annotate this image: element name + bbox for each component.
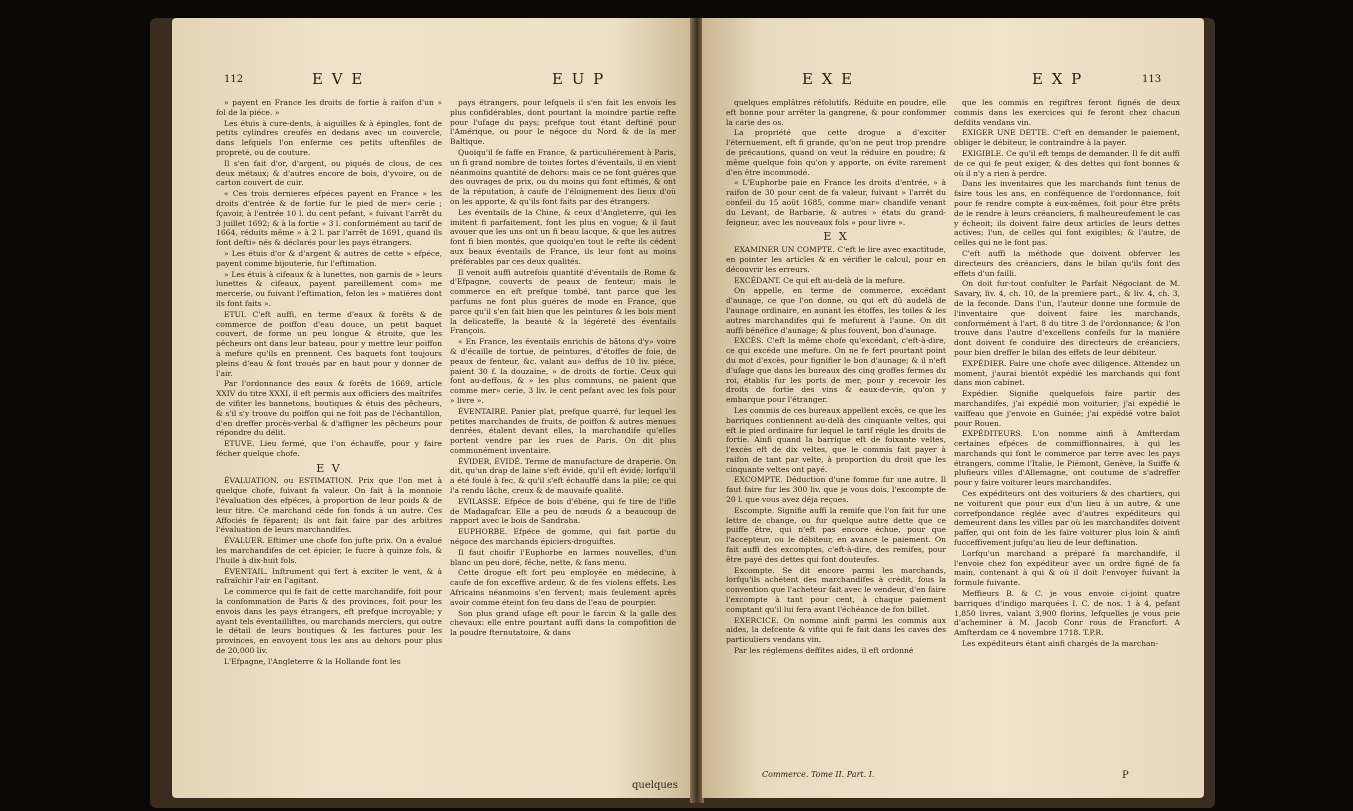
paragraph: Excompte. Se dit encore parmi les marchands, lorfqu'ils achétent des marchandifes à crédit, fous la convention que l'acheteur fait avec le vendeur, d'en faire l'excompte à tant pour cent, à chaque paiement comptant qu'il lui fera avant l'échéance de fon billet.: [726, 565, 946, 614]
paragraph: quelques emplâtres réfolutifs. Réduite en poudre, elle eft bonne pour arrêter la gangrene, & pour confommer la carie des os.: [726, 98, 946, 127]
paragraph: Les étuis à cure-dents, à aiguilles & à épingles, font de petits cylindres creufés en dedans avec un couvercle, dans lefquels l'on enferme ces petits uftenfiles de propreté, ou de couture.: [216, 118, 442, 157]
paragraph: que les commis en regiftres feront fignés de deux commis dans les exercices qui fe feront chez chacun defdits vendans vin.: [954, 98, 1180, 127]
footer-signature-line: Commerce. Tome II. Part. I.: [762, 770, 875, 779]
column-1: [216, 98, 442, 778]
paragraph: Les expéditeurs étant ainfi chargés de la marchan-: [962, 639, 1158, 649]
paragraph: EXPÉDIER. Faire une chofe avec diligence. Attendez un moment, j'aurai bientôt expédié les marchands qui font dans mon cabinet.: [954, 358, 1180, 388]
column-text: [216, 476, 442, 666]
paragraph: » Les étuis d'or & d'argent & autres de cette » efpéce, payent comme bijouterie, fur l'eftimation.: [216, 248, 442, 268]
paragraph: » payent en France les droits de fortie à raifon d'un » fol de la piéce. »: [216, 98, 442, 117]
column-2: [450, 98, 676, 778]
paragraph: « Ces trois dernieres efpéces payent en France » les droits d'entrée & de fortie fur le pied de mer» cerie ; fçavoir, à l'entrée 10 l. du cent pefant, » fuivant l'arrêt du 3 juillet 1692; & à la fortie » 3 l. conformément au tarif de 1664, réduits même » à 2 l. par l'arrêt de 1691, quand ils font defti» nés & déclarés pour les pays étrangers.: [216, 189, 442, 248]
paragraph: EUPHORBE. Efpéce de gomme, qui fait partie du négoce des marchands épiciers-droguiftes.: [450, 527, 676, 547]
paragraph: Meffieurs B. & C. je vous envoie ci-joint quatre barriques d'indigo marquées I. C. de nos. 1 à 4, pefant 1,850 livres, valant 3,900 florins, lefquelles je vous prie d'acheminer à M. Jacob Conr rous de Francfort. A Amfterdam ce 4 novembre 1718. T.P.R.: [954, 589, 1180, 638]
paragraph: Cette drogue eft fort peu employée en médecine, à caufe de fon exceffive ardeur, & de fes violens effets. Les Africains néanmoins s'en fervent; mais feulement après avoir comme éteint fon feu dans de l'eau de pourpier.: [450, 568, 676, 607]
paragraph: On doit fur-tout confulter le Parfait Négociant de M. Savary, liv. 4, ch. 10, de la premiere part., & liv. 4, ch. 3, de la feconde. Dans l'un, l'auteur donne une formule de l'inventaire que doivent faire les marchands, conformément à l'art. 8 du titre 3 de l'ordonnance; & l'on trouve dans l'autre d'excellens confeils fur la maniére dont doivent fe conduire des directeurs de créanciers, pour bien dreffer le bilan des effets de leur débiteur.: [954, 279, 1180, 357]
section-heading: E X: [823, 230, 849, 244]
paragraph: Il faut choifir l'Euphorbe en larmes nouvelles, d'un blanc un peu doré, féche, nette, & fans menu.: [450, 547, 676, 567]
paragraph: C'eft auffi la méthode que doivent obferver les directeurs des créanciers, dans le bilan qu'ils font des effets d'un failli.: [954, 248, 1180, 278]
paragraph: Il venoit auffi autrefois quantité d'éventails de Rome & d'Efpagne, couverts de peaux de fenteur; mais le commerce en eft prefque tombé, tant parce que les parfums ne font plus guéres de mode en France, que parce qu'il s'en fait bien que les peintures & les bois ment la delicateffe, la beauté & la légéreté des éventails François.: [450, 267, 676, 336]
paragraph: EXCÉDANT. Ce qui eft au-delà de la mefure.: [734, 275, 906, 285]
paragraph: pays étrangers, pour lefquels il s'en fait les envois les plus confidérables, dont pourtant la moindre partie refte pour l'ufage du pays; prefque tout étant deftiné pour l'Amérique, ou pour le négoce du Nord & de la mer Baltique.: [450, 98, 676, 147]
column-text: [726, 98, 946, 227]
paragraph: Par l'ordonnance des eaux & forêts de 1669, article XXIV du titre XXXI, il eft permis aux officiers des maîtrifes de vifiter les bannetons, boutiques & étuis des pêcheurs, & s'il s'y trouve du poiffon qui ne foit pas de l'échantillon, d'en dreffer procès-verbal & d'affigner les pêcheurs pour répondre du délit.: [216, 379, 442, 438]
paragraph: EVILASSE. Efpéce de bois d'ébéne, qui fe tire de l'ifle de Madagafcar. Elle a peu de nœuds & a beaucoup de rapport avec le bois de Sandraha.: [450, 496, 676, 526]
paragraph: Lorfqu'un marchand a préparé fa marchandife, il l'envoie chez fon expéditeur avec un ordre figné de fa main, contenant à qui & où il doit l'envoyer fuivant la formule fuivante.: [954, 548, 1180, 588]
paragraph: Escompte. Signifie auffi la remife que l'on fait fur une lettre de change, ou fur quelque autre dette que ce puiffe être, qui n'eft pas encore échue, pour que l'accepteur, ou le débiteur, en avance le paiement. On fait auffi des excomptes, c'eft-à-dire, des remifes, pour être payé des dettes qui font douteufes.: [726, 505, 946, 564]
signature-mark: P: [1122, 770, 1129, 781]
paragraph: ÉVENTAIL. Inftrument qui fert à exciter le vent, & à rafraîchir l'air en l'agitant.: [216, 566, 442, 586]
paragraph: » Les étuis à cifeaux & à lunettes, non garnis de » leurs lunettes & cifeaux, payent pareillement com» me mercerie, ou fuivant l'eftimation, felon les » matiéres dont ils font faits ».: [216, 269, 442, 308]
running-head-right: E X P: [1032, 70, 1084, 88]
paragraph: On appelle, en terme de commerce, excédant d'aunage, ce que l'on donne, ou qui eft dû audelà de l'aunage ordinaire, en aunant les étoffes, les toiles & les autres marchandifes qui fe mefurent à l'aune. On dit auffi bénéfice d'aunage; & plus fouvent, bon d'aunage.: [726, 286, 946, 335]
page-number: 113: [1142, 74, 1162, 85]
paragraph: Le commerce qui fe fait de cette marchandife, foit pour la confommation de Paris & des provinces, foit pour les envois dans les pays étrangers, eft prefque incroyable; y ayant tels éventailliftes, ou marchands merciers, qui outre le détail de leurs boutiques & les factures pour les provinces, en envoyent tous les ans au dehors pour plus de 20,000 liv.: [216, 587, 442, 656]
column-text: [450, 98, 676, 638]
column-2: [954, 98, 1180, 778]
left-page: [172, 18, 692, 798]
paragraph: ETUI. C'eft auffi, en terme d'eaux & forêts & de commerce de poiffon d'eau douce, un petit baquet couvert, de forme un peu longue & étroite, que les pêcheurs ont dans leur bateau, pour y mettre leur poiffon à mefure qu'ils en prennent. Ces baquets font toujours pleins d'eau & font troués par en haut pour y donner de l'air.: [216, 309, 442, 378]
catchword: quelques: [632, 780, 678, 791]
right-page: [702, 18, 1204, 798]
section-heading: E V: [316, 461, 342, 475]
paragraph: Par les réglemens deffites aides, il eft ordonné: [734, 646, 914, 656]
paragraph: EXPÉDITEURS. L'on nomme ainfi à Amfterdam certaines efpéces de commiffionnaires, à qui les marchands qui font le commerce par terre avec les pays étrangers, comme l'Italie, le Piémont, Genève, la Suiffe & plufieurs villes d'Allemagne, ont coutume de s'adreffer pour y faire voiturer leurs marchandifes.: [954, 429, 1180, 488]
paragraph: EXIGER UNE DETTE. C'eft en demander le paiement, obliger le débiteur, le contraindre à la payer.: [954, 128, 1180, 148]
paragraph: EXIGIBLE. Ce qu'il eft temps de demander. Il fe dit auffi de ce qui fe peut exiger, & des dettes qui font bonnes & où il n'y a rien à perdre.: [954, 148, 1180, 178]
paragraph: ÉVIDER, ÉVIDÉ. Terme de manufacture de draperie. On dit, qu'un drap de laine s'eft évidé, qu'il eft évidé; lorfqu'il a été foulé à fec, & qu'il s'eft échauffé dans la pile; ce qui l'a rendu lâche, creux & de mauvaife qualité.: [450, 456, 676, 496]
paragraph: La propriété que cette drogue a d'exciter l'éternuement, eft fi grande, qu'on ne peut trop prendre de précautions, quand on veut la réduire en poudre; & même quelque foin qu'on y apporte, on évite rarement d'en être incommodé.: [726, 128, 946, 177]
running-head-right: E U P: [552, 70, 606, 88]
paragraph: ÉVALUATION, ou ESTIMATION. Prix que l'on met à quelque chofe, fuivant fa valeur. On fait à la monnoie l'évaluation des efpéces, à proportion de leur poids & de leur titre. Ce marchand céde fon fonds à un autre. Ces Affociés fe féparent; ils ont fait faire par des arbitres l'évaluation de leurs marchandifes.: [216, 476, 442, 535]
paragraph: EXERCICE. On nomme ainfi parmi les commis aux aides, la defcente & vifite qui fe fait dans les caves des particuliers vendans vin.: [726, 615, 946, 645]
running-head-left: E V E: [312, 70, 365, 88]
paragraph: EXCÈS. C'eft la même chofe qu'excédant, c'eft-à-dire, ce qui excéde une mefure. On ne fe fert pourtant point du mot d'excès, pour fignifier le bon d'aunage; & il n'eft d'ufage que dans les bureaux des cinq groffes fermes du roi, établis fur les ports de mer, pour y recevoir les droits de fortie des vins & eaux-de-vie, qu'on y embarque pour l'étranger.: [726, 336, 946, 405]
column-text: [216, 98, 442, 459]
paragraph: ÉVENTAIRE. Panier plat, prefque quarré, fur lequel les petites marchandes de fruits, de poiffon & autres menues denrées, étalent devant elles, la marchandife qu'elles portent vendre par les rues de Paris. On dit plus communément inventaire.: [450, 406, 676, 455]
paragraph: Les éventails de la Chine, & ceux d'Angleterre, qui les imitent fi parfaitement, font les plus en vogue; & il faut avouer que les uns ont un fi beau lacque, & que les autres font fi bien montés, que quoiqu'en tout le refte ils cédent aux beaux éventails de France, ils leur font au moins préférables par ces deux qualités.: [450, 207, 676, 266]
paragraph: Ces expéditeurs ont des voituriers & des chartiers, qui ne voiturent que pour eux d'un lieu à un autre, & une correfpondance réglée avec d'autres expéditeurs qui demeurent dans les villes par où les marchandifes doivent paffer, qui ont foin de les faire voiturer plus loin & ainfi fucceffivement jufqu'au lieu de leur deftination.: [954, 489, 1180, 548]
paragraph: L'Efpagne, l'Angleterre & la Hollande font les: [224, 656, 401, 666]
paragraph: ÉVALUER. Eftimer une chofe fon jufte prix. On a évalué les marchandifes de cet épicier, le fucre à quinze fols, & l'huile à dix-huit fols.: [216, 536, 442, 565]
paragraph: Son plus grand ufage eft pour le farcin & la galle des chevaux: elle entre pourtant auffi dans la compofition de la poudre fternutatoire, & dans: [450, 608, 676, 638]
paragraph: EXAMINER UN COMPTE. C'eft le lire avec exactitude, en pointer les articles & en vérifier le calcul, pour en découvrir les erreurs.: [726, 245, 946, 274]
paragraph: Les commis de ces bureaux appellent excès, ce que les barriques contiennent au-delà des cinquante veltes, qui eft le pied ordinaire fur lequel le tarif régle les droits de fortie. Ainfi quand la barrique eft de foixante veltes, l'excès eft de dix veltes, que le commis fait payer à raifon de tant par velte, à proportion du droit que les cinquante veltes ont payé.: [726, 405, 946, 474]
paragraph: Quoiqu'il fe faffe en France, & particuliérement à Paris, un fi grand nombre de toutes fortes d'éventails, il en vient néanmoins quantité de dehors: mais ce ne font guéres que des ouvrages de prix, ou du moins qui font eftimés, & ont de la réputation, à caufe de l'éloignement des lieux d'où on les apporte, & qu'ils font faits par des étrangers.: [450, 147, 676, 206]
paragraph: ETUVE. Lieu fermé, que l'on échauffe, pour y faire fécher quelque chofe.: [216, 439, 442, 458]
column-text: [954, 98, 1180, 649]
column-text: [726, 245, 946, 656]
paragraph: « En France, les éventails enrichis de bâtons d'y» voire & d'écaille de tortue, de peintures, d'étoffes de foie, de peaux de fenteur, &c. valant au» deffus de 10 liv. piéce, paient 30 f. la douzaine, » de droits de fortie. Ceux qui font au-deffous, & » les plus communs, ne paient que comme mer» cerie, 3 liv. le cent pefant avec les fols pour » livre ».: [450, 337, 676, 405]
running-head-left: E X E: [802, 70, 855, 88]
paragraph: « L'Euphorbe paie en France les droits d'entrée, » à raifon de 30 pour cent de fa valeur, fuivant » l'arrêt du confeil du 15 août 1685, comme mar» chandife venant du Levant, de Barbarie, & autres » états du grand-feigneur, avec les nouveaux fols » pour livre ».: [726, 178, 946, 227]
open-book: [150, 18, 1215, 808]
paragraph: Dans les inventaires que les marchands font tenus de faire tous les ans, en conféquence de l'ordonnance, foit pour fe rendre compte à eux-mêmes, foit pour être prêts de le rendre à leurs créanciers, fi malheureufement le cas y écheoit; ils doivent faire deux articles de leurs dettes actives; l'un, de celles qui font exigibles; & l'autre, de celles qui ne le font pas.: [954, 179, 1180, 248]
paragraph: EXCOMPTE. Déduction d'une fomme fur une autre. Il faut faire fur les 300 liv. que je vous dois, l'excompte de 20 l. que vous avez déja reçues.: [726, 475, 946, 505]
page-number: 112: [224, 74, 244, 85]
paragraph: Il s'en fait d'or, d'argent, ou piqués de clous, de ces deux métaux; & d'autres encore de bois, d'yvoire, ou de carton couvert de cuir.: [216, 158, 442, 188]
column-1: [726, 98, 946, 778]
paragraph: Expédier. Signifie quelquefois faire partir des marchandifes, j'ai expédié mon voiturier; j'ai expédié le vaiffeau que j'envoie en Guinée; j'ai expédié votre balot pour Rouen.: [954, 389, 1180, 428]
